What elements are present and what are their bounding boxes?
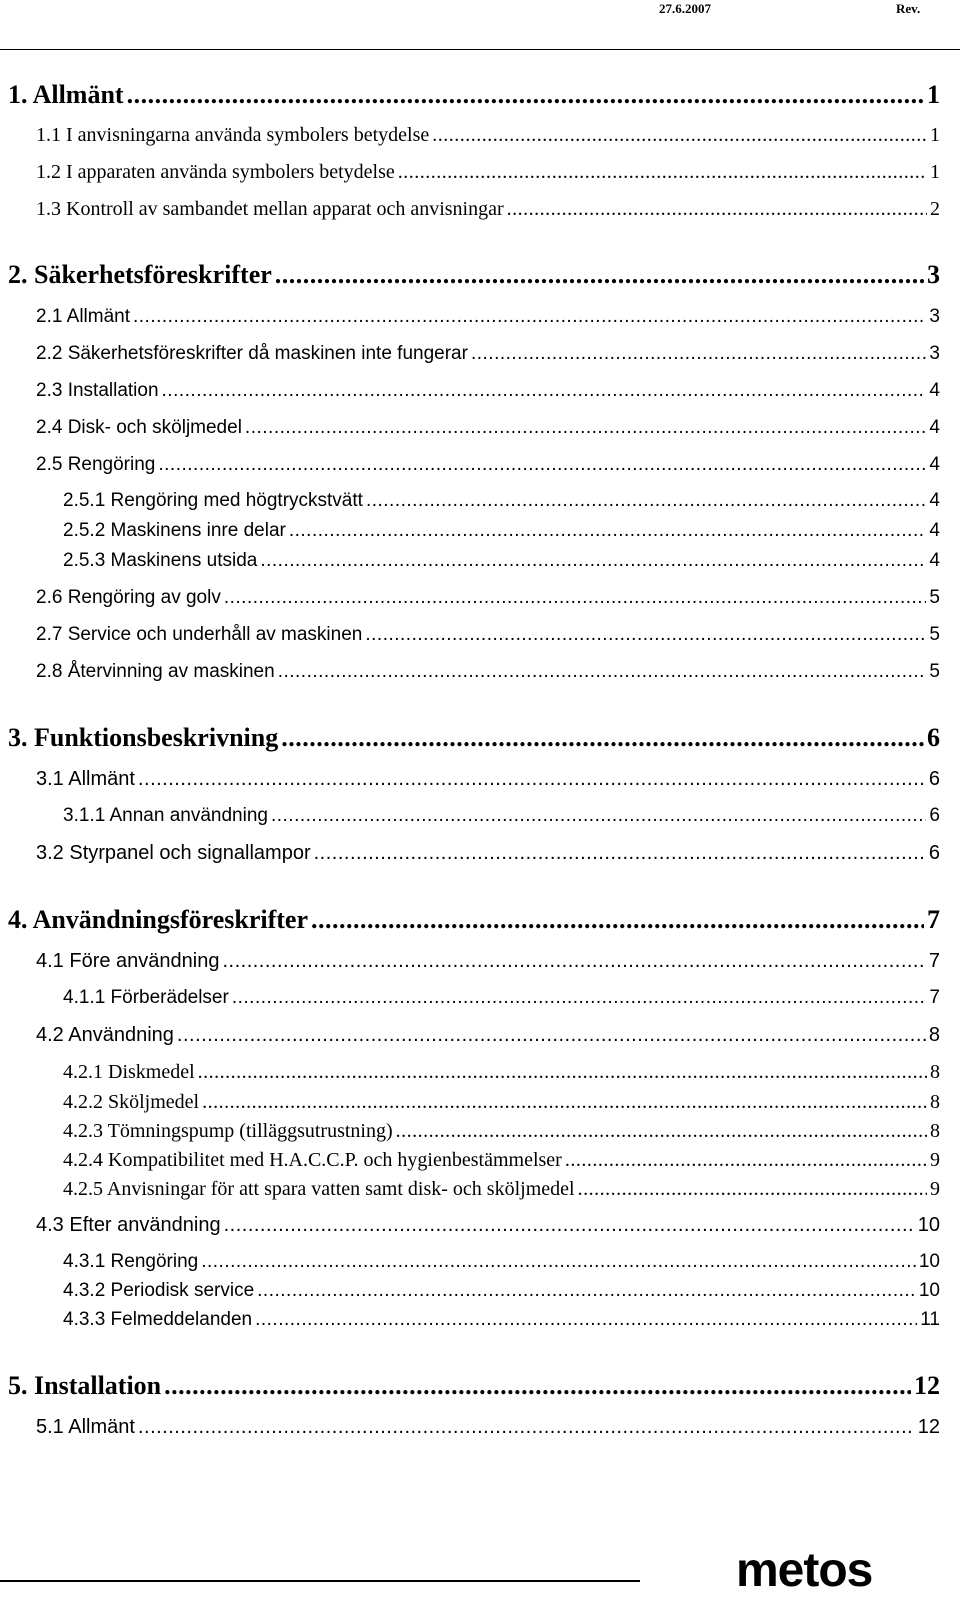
toc-entry[interactable] [36,380,940,402]
toc-entry-page: 7 [929,987,940,1008]
toc-entry-page: 7 [928,950,940,972]
toc-leader-dots [314,842,926,865]
toc-leader-dots [565,1149,927,1172]
toc-entry-page: 12 [914,1371,940,1400]
toc-entry-label: 4.2.5 Anvisningar för att spara vatten samt disk- och sköljmedel [63,1178,575,1200]
toc-leader-dots [177,1024,926,1047]
toc-entry[interactable] [63,1280,940,1302]
toc-entry-label: 2.3 Installation [36,380,159,401]
toc-entry-page: 4 [929,520,940,541]
toc-entry[interactable] [36,161,940,184]
toc-entry[interactable] [8,260,940,290]
toc-leader-dots [257,1280,916,1302]
toc-leader-dots [278,661,927,683]
toc-entry[interactable] [36,842,940,865]
toc-entry-label: 4.2 Användning [36,1024,174,1046]
toc-entry[interactable] [8,80,940,110]
toc-leader-dots [281,723,924,753]
toc-entry-label: 4.3.1 Rengöring [63,1251,199,1272]
toc-entry-label: 4.2.4 Kompatibilitet med H.A.C.C.P. och hygienbestämmelser [63,1149,562,1171]
toc-entry[interactable] [36,624,940,646]
toc-entry[interactable] [36,343,940,365]
toc-entry-page: 8 [930,1091,940,1113]
toc-entry[interactable] [63,1061,940,1084]
toc-entry-page: 4 [929,380,940,401]
toc-entry-label: 4.3.3 Felmeddelanden [63,1309,253,1330]
toc-entry-label: 4.2.2 Sköljmedel [63,1091,200,1113]
toc-entry-label: 4.1 Före användning [36,950,220,972]
toc-entry-page: 6 [928,842,940,864]
toc-leader-dots [201,1251,916,1273]
toc-entry-page: 10 [917,1214,940,1236]
toc-entry[interactable] [36,198,940,221]
toc-entry[interactable] [8,905,940,935]
toc-entry-label: 2.6 Rengöring av golv [36,587,221,608]
toc-entry-label: 2.5 Rengöring [36,454,156,475]
toc-entry[interactable] [63,1149,940,1172]
toc-entry[interactable] [63,987,940,1009]
toc-entry-label: 2. Säkerhetsföreskrifter [8,260,272,289]
toc-entry[interactable] [63,1120,940,1143]
toc-entry[interactable] [36,1416,940,1439]
logo-text: metos [736,1548,873,1590]
toc-entry-label: 2.4 Disk- och sköljmedel [36,417,242,438]
toc-leader-dots [138,768,926,791]
toc-entry-page: 5 [929,661,940,682]
toc-entry[interactable] [8,1371,940,1401]
toc-entry-label: 3.1.1 Annan användning [63,805,268,826]
toc-leader-dots [224,1214,915,1237]
header-revision: Rev. [896,1,921,16]
toc-entry-page: 8 [930,1061,940,1083]
toc-entry-page: 6 [927,723,940,752]
toc-entry-page: 5 [929,587,940,608]
metos-logo [736,1548,946,1590]
toc-entry-page: 3 [929,343,940,364]
toc-entry-label: 1.2 I apparaten använda symbolers betydelse [36,161,395,183]
toc-entry-label: 4.3.2 Periodisk service [63,1280,255,1301]
toc-leader-dots [471,343,926,365]
toc-entry[interactable] [63,1091,940,1114]
toc-entry[interactable] [36,950,940,973]
toc-entry-label: 4.2.1 Diskmedel [63,1061,195,1083]
toc-entry-page: 4 [929,454,940,475]
toc-entry-label: 2.5.2 Maskinens inre delar [63,520,286,541]
toc-leader-dots [158,454,926,476]
toc-entry-label: 5. Installation [8,1371,162,1400]
toc-entry-label: 2.2 Säkerhetsföreskrifter då maskinen inte fungerar [36,343,468,364]
toc-entry-page: 9 [930,1149,940,1171]
toc-entry-page: 1 [930,124,940,146]
toc-entry-page: 2 [930,198,940,220]
toc-leader-dots [398,161,927,184]
toc-entry-label: 1. Allmänt [8,80,124,109]
toc-entry-page: 11 [920,1309,940,1330]
header-date: 27.6.2007 [659,1,711,16]
toc-entry-label: 4. Användningsföreskrifter [8,905,308,934]
toc-entry-page: 10 [918,1280,940,1301]
toc-leader-dots [255,1309,917,1331]
toc-entry-page: 6 [928,768,940,790]
toc-entry-label: 2.1 Allmänt [36,306,130,327]
toc-entry-page: 1 [930,161,940,183]
toc-entry-label: 3. Funktionsbeskrivning [8,723,279,752]
toc-entry[interactable] [36,587,940,609]
toc-entry-page: 5 [929,624,940,645]
toc-entry[interactable] [36,768,940,791]
toc-leader-dots [162,380,927,402]
toc-entry-page: 3 [927,260,940,289]
toc-entry-label: 4.1.1 Förberädelser [63,987,229,1008]
toc-leader-dots [311,905,924,935]
toc-entry[interactable] [63,520,940,542]
toc-entry[interactable] [63,805,940,827]
toc-entry-label: 4.3 Efter användning [36,1214,221,1236]
toc-entry-label: 2.5.1 Rengöring med högtryckstvätt [63,490,363,511]
toc-entry-page: 8 [930,1120,940,1142]
toc-leader-dots [198,1061,927,1084]
toc-entry-label: 5.1 Allmänt [36,1416,135,1438]
toc-entry-label: 2.8 Återvinning av maskinen [36,661,275,682]
toc-leader-dots [232,987,927,1009]
toc-entry[interactable] [36,454,940,476]
toc-entry[interactable] [36,661,940,683]
toc-leader-dots [224,587,927,609]
toc-entry-label: 3.2 Styrpanel och signallampor [36,842,311,864]
toc-entry[interactable] [63,490,940,512]
toc-entry[interactable] [36,306,940,328]
toc-entry-page: 4 [929,417,940,438]
toc-entry-page: 9 [930,1178,940,1200]
toc-leader-dots [138,1416,915,1439]
toc-entry[interactable] [36,1214,940,1237]
toc-leader-dots [507,198,927,221]
toc-entry-page: 1 [927,80,940,109]
toc-entry[interactable] [63,1251,940,1273]
toc-leader-dots [260,550,926,572]
toc-entry[interactable] [36,1024,940,1047]
toc-entry[interactable] [36,124,940,147]
toc-entry-page: 6 [929,805,940,826]
toc-entry-page: 8 [928,1024,940,1046]
toc-entry[interactable] [63,1178,940,1201]
toc-leader-dots [127,80,924,110]
toc-leader-dots [396,1120,927,1143]
toc-leader-dots [275,260,924,290]
toc-leader-dots [365,624,926,646]
footer-divider [0,1580,640,1582]
toc-entry-page: 10 [918,1251,940,1272]
toc-entry-label: 2.7 Service och underhåll av maskinen [36,624,363,645]
header-divider [0,49,960,50]
toc-leader-dots [289,520,927,542]
toc-entry-page: 7 [927,905,940,934]
toc-leader-dots [164,1371,911,1401]
toc-leader-dots [366,490,926,512]
toc-entry[interactable] [63,550,940,572]
toc-leader-dots [202,1091,927,1114]
toc-entry-label: 4.2.3 Tömningspump (tilläggsutrustning) [63,1120,393,1142]
toc-entry-page: 3 [929,306,940,327]
toc-entry-label: 3.1 Allmänt [36,768,135,790]
toc-entry-page: 4 [929,490,940,511]
toc-entry-page: 4 [929,550,940,571]
toc-entry[interactable] [36,417,940,439]
toc-leader-dots [245,417,927,439]
toc-leader-dots [133,306,926,328]
toc-entry-page: 12 [917,1416,940,1438]
toc-leader-dots [578,1178,927,1201]
toc-entry-label: 1.3 Kontroll av sambandet mellan apparat och anvisningar [36,198,504,220]
page-header [0,0,960,26]
toc-leader-dots [271,805,926,827]
toc-leader-dots [432,124,927,147]
toc-entry-label: 1.1 I anvisningarna använda symbolers betydelse [36,124,430,146]
toc-entry-label: 2.5.3 Maskinens utsida [63,550,258,571]
toc-entry[interactable] [63,1309,940,1331]
toc-leader-dots [222,950,925,973]
toc-entry[interactable] [8,723,940,753]
